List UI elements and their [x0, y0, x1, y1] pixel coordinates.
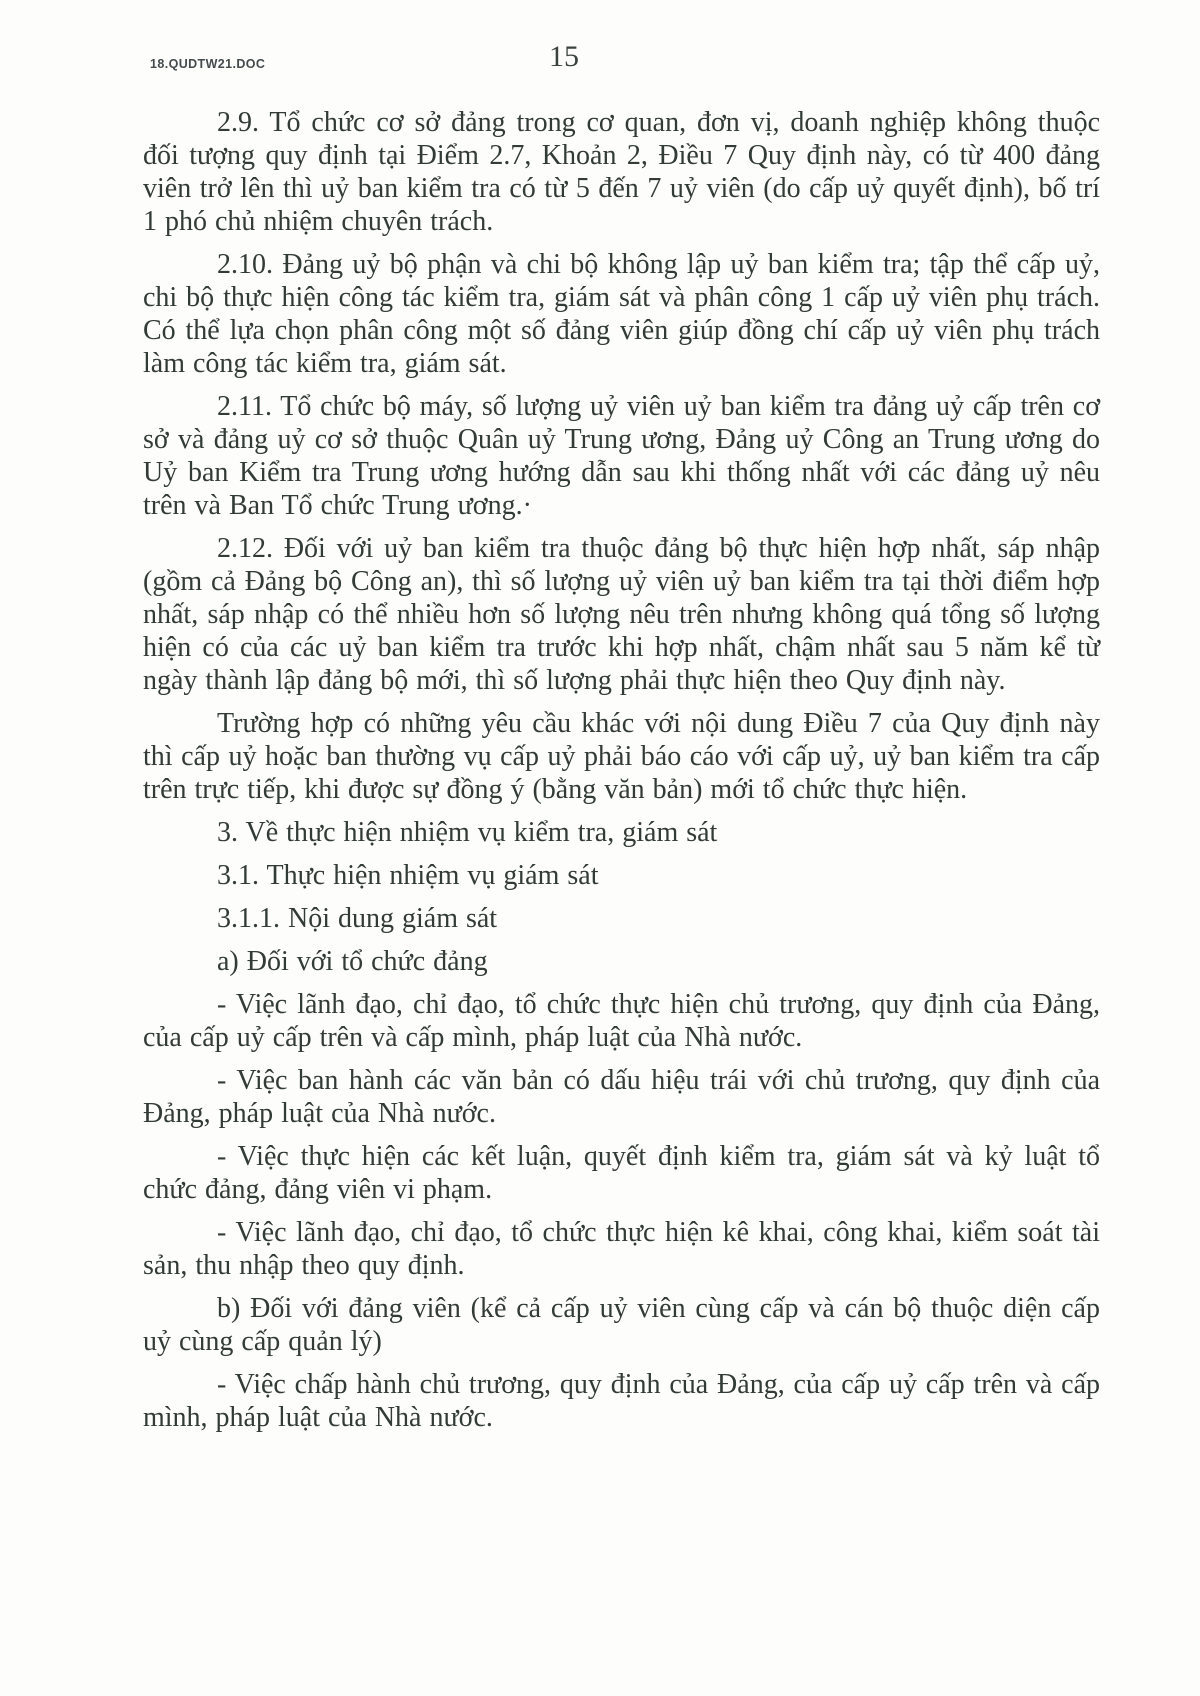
heading-3-1-1: 3.1.1. Nội dung giám sát: [217, 903, 498, 934]
item-a-bullet-1: - Việc lãnh đạo, chỉ đạo, tổ chức thực hiện chủ trương, quy định của Đảng, của cấp uỷ cấp trên và cấp mình, pháp luật của Nhà nước.: [143, 989, 1100, 1053]
item-a-bullet-3: - Việc thực hiện các kết luận, quyết định kiểm tra, giám sát và kỷ luật tổ chức đảng, đảng viên vi phạm.: [143, 1141, 1100, 1205]
item-a-heading: a) Đối với tổ chức đảng: [217, 946, 488, 977]
page-number: 15: [549, 40, 579, 73]
document-filename: 18.QUDTW21.DOC: [150, 57, 266, 71]
document-body: [0, 106, 1200, 1444]
para-2-12: 2.12. Đối với uỷ ban kiểm tra thuộc đảng bộ thực hiện hợp nhất, sáp nhập (gồm cả Đảng bộ Công an), thì số lượng uỷ viên uỷ ban kiểm tra tại thời điểm hợp nhất, sáp nhập có thể nhiều hơn số lượng nêu trên nhưng không quá tổng số lượng hiện có của các uỷ ban kiểm tra trước khi hợp nhất, chậm nhất sau 5 năm kể từ ngày thành lập đảng bộ mới, thì số lượng phải thực hiện theo Quy định này.: [143, 533, 1100, 696]
para-2-10: 2.10. Đảng uỷ bộ phận và chi bộ không lập uỷ ban kiểm tra; tập thể cấp uỷ, chi bộ thực hiện công tác kiểm tra, giám sát và phân công 1 cấp uỷ viên phụ trách. Có thể lựa chọn phân công một số đảng viên giúp đồng chí cấp uỷ viên phụ trách làm công tác kiểm tra, giám sát.: [143, 249, 1100, 379]
item-b-heading: b) Đối với đảng viên (kể cả cấp uỷ viên cùng cấp và cán bộ thuộc diện cấp uỷ cùng cấp quản lý): [143, 1293, 1100, 1357]
item-a-bullet-4: - Việc lãnh đạo, chỉ đạo, tổ chức thực hiện kê khai, công khai, kiểm soát tài sản, thu nhập theo quy định.: [143, 1217, 1100, 1281]
para-2-11: 2.11. Tổ chức bộ máy, số lượng uỷ viên uỷ ban kiểm tra đảng uỷ cấp trên cơ sở và đảng uỷ cơ sở thuộc Quân uỷ Trung ương, Đảng uỷ Công an Trung ương do Uỷ ban Kiểm tra Trung ương hướng dẫn sau khi thống nhất với các đảng uỷ nêu trên và Ban Tổ chức Trung ương.·: [143, 391, 1100, 521]
heading-3: 3. Về thực hiện nhiệm vụ kiểm tra, giám sát: [217, 817, 718, 848]
item-a-bullet-2: - Việc ban hành các văn bản có dấu hiệu trái với chủ trương, quy định của Đảng, pháp luật của Nhà nước.: [143, 1065, 1100, 1129]
item-b-bullet-1: - Việc chấp hành chủ trương, quy định của Đảng, của cấp uỷ cấp trên và cấp mình, pháp luật của Nhà nước.: [143, 1369, 1100, 1433]
para-exception-note: Trường hợp có những yêu cầu khác với nội dung Điều 7 của Quy định này thì cấp uỷ hoặc ban thường vụ cấp uỷ phải báo cáo với cấp uỷ, uỷ ban kiểm tra cấp trên trực tiếp, khi được sự đồng ý (bằng văn bản) mới tổ chức thực hiện.: [143, 708, 1100, 805]
para-2-9: 2.9. Tổ chức cơ sở đảng trong cơ quan, đơn vị, doanh nghiệp không thuộc đối tượng quy định tại Điểm 2.7, Khoản 2, Điều 7 Quy định này, có từ 400 đảng viên trở lên thì uỷ ban kiểm tra có từ 5 đến 7 uỷ viên (do cấp uỷ quyết định), bố trí 1 phó chủ nhiệm chuyên trách.: [143, 107, 1100, 237]
heading-3-1: 3.1. Thực hiện nhiệm vụ giám sát: [217, 860, 599, 891]
